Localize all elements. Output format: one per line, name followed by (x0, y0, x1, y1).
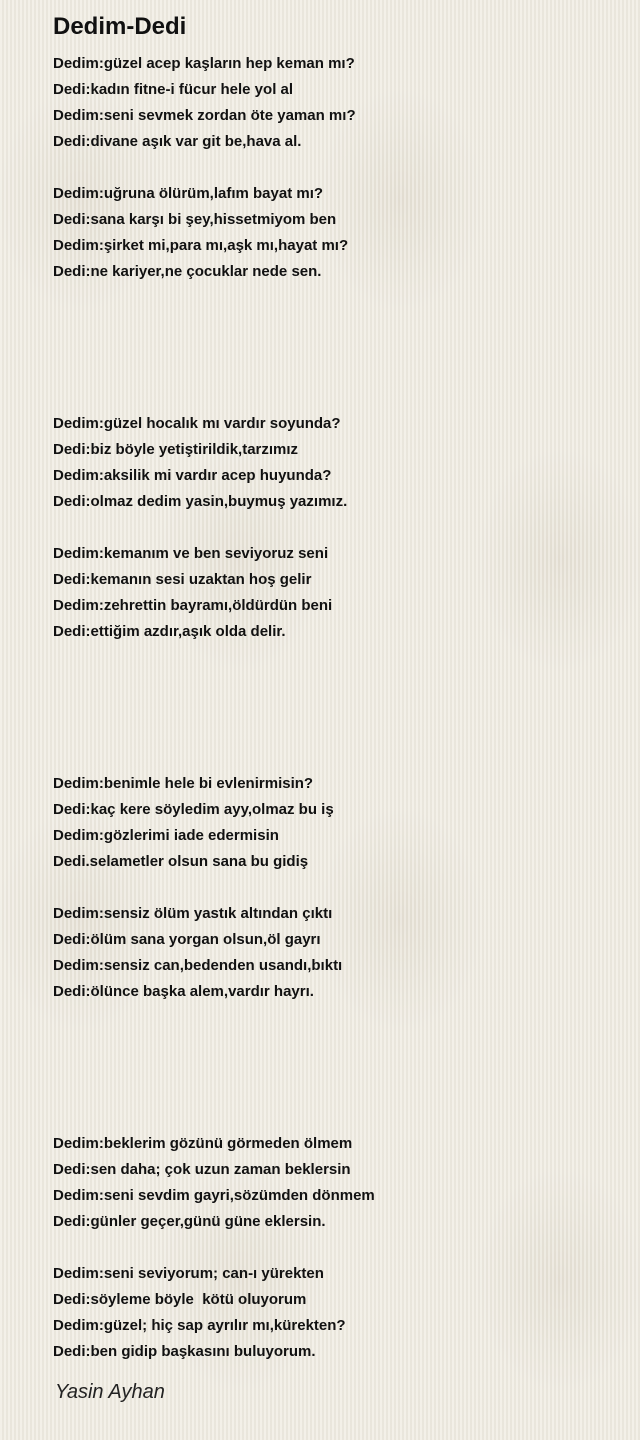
stanza (53, 771, 613, 875)
poem-line: Dedi:ne kariyer,ne çocuklar nede sen. (53, 263, 322, 280)
poem-line: Dedi:kaç kere söyledim ayy,olmaz bu iş (53, 801, 334, 818)
poem-line: Dedi:kemanın sesi uzaktan hoş gelir (53, 571, 312, 588)
poem-line: Dedim:aksilik mi vardır acep huyunda? (53, 467, 332, 484)
poem-line: Dedim:benimle hele bi evlenirmisin? (53, 775, 314, 792)
poem-line: Dedi.selametler olsun sana bu gidiş (53, 853, 309, 870)
poem-line: Dedim:güzel hocalık mı vardır soyunda? (53, 415, 341, 432)
poem-line: Dedim:sensiz can,bedenden usandı,bıktı (53, 957, 343, 974)
poem-line: Dedi:ölünce başka alem,vardır hayrı. (53, 983, 314, 1000)
poem-line: Dedim:güzel; hiç sap ayrılır mı,kürekten? (53, 1317, 346, 1334)
poem-line: Dedim:seni seviyorum; can-ı yürekten (53, 1265, 324, 1282)
poem-line: Dedi:divane aşık var git be,hava al. (53, 133, 302, 150)
stanza (53, 181, 613, 285)
stanza (53, 541, 613, 645)
poem-line: Dedim:kemanım ve ben seviyoruz seni (53, 545, 329, 562)
stanza (53, 1261, 613, 1365)
stanza (53, 901, 613, 1005)
poem-line: Dedi:olmaz dedim yasin,buymuş yazımız. (53, 493, 348, 510)
poem-title: Dedim-Dedi (53, 13, 187, 40)
poem-line: Dedim:sensiz ölüm yastık altından çıktı (53, 905, 333, 922)
poem-line: Dedi:günler geçer,günü güne eklersin. (53, 1213, 326, 1230)
poem-line: Dedi:ben gidip başkasını buluyorum. (53, 1343, 316, 1360)
stanza (53, 411, 613, 515)
poem-line: Dedim:zehrettin bayramı,öldürdün beni (53, 597, 333, 614)
stanza (53, 51, 613, 155)
poem-author: Yasin Ayhan (55, 1381, 165, 1403)
poem-line: Dedim:beklerim gözünü görmeden ölmem (53, 1135, 353, 1152)
poem-line: Dedi:söyleme böyle kötü oluyorum (53, 1291, 307, 1308)
poem-line: Dedim:gözlerimi iade edermisin (53, 827, 279, 844)
poem-line: Dedi:kadın fitne-i fücur hele yol al (53, 81, 294, 98)
poem-line: Dedi:biz böyle yetiştirildik,tarzımız (53, 441, 299, 458)
stanza (53, 1131, 613, 1235)
poem-line: Dedi:ölüm sana yorgan olsun,öl gayrı (53, 931, 321, 948)
poem-line: Dedim:şirket mi,para mı,aşk mı,hayat mı? (53, 237, 349, 254)
poem-line: Dedim:uğruna ölürüm,lafım bayat mı? (53, 185, 324, 202)
poem-line: Dedim:güzel acep kaşların hep keman mı? (53, 55, 355, 72)
poem-line: Dedi:sana karşı bi şey,hissetmiyom ben (53, 211, 337, 228)
poem-line: Dedi:sen daha; çok uzun zaman beklersin (53, 1161, 351, 1178)
poem-line: Dedi:ettiğim azdır,aşık olda delir. (53, 623, 286, 640)
poem-line: Dedim:seni sevdim gayri,sözümden dönmem (53, 1187, 375, 1204)
poem-line: Dedim:seni sevmek zordan öte yaman mı? (53, 107, 356, 124)
